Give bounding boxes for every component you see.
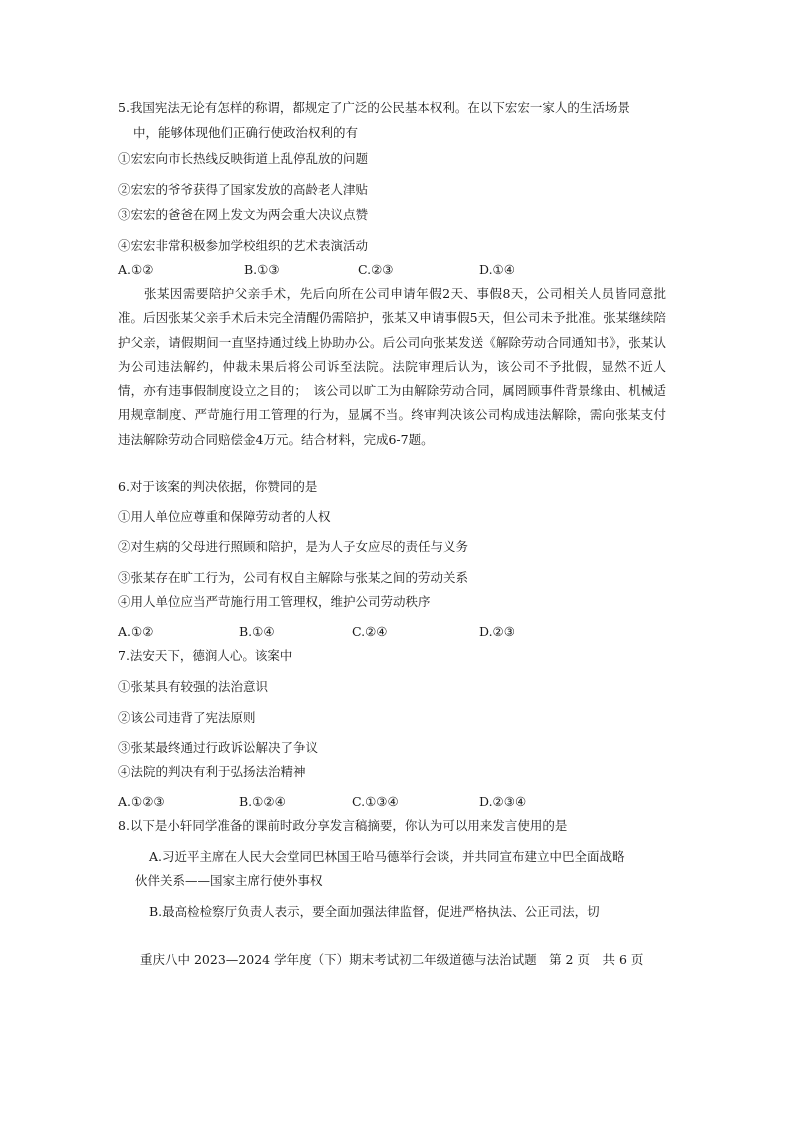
- material-paragraph: 张某因需要陪护父亲手术，先后向所在公司申请年假2天、事假8天，公司相关人员皆同意批准。后因张某父亲手术后未完全清醒仍需陪护，张某又申请事假5天，但公司未予批准。张某继续陪护父亲，请假期间一直坚持通过线上协助办公。后公司向张某发送《解除劳动合同通知书》，张某认为公司违法解约，仲裁未果后将公司诉至法院。法院审理后认为，该公司不予批假，显然不近人情，亦有违事假制度设立之目的； 该公司以旷工为由解除劳动合同，属罔顾事件背景缘由、机械适用规章制度、严苛施行用工管理的行为，显属不当。终审判决该公司构成违法解除，需向张某支付违法解除劳动合同赔偿金4万元。结合材料，完成6-7题。: [118, 286, 666, 447]
- q6-item-3: ③张某存在旷工行为，公司有权自主解除与张某之间的劳动关系: [118, 570, 469, 585]
- q5-stem-line2: 中，能够体现他们正确行使政治权利的有: [133, 125, 359, 140]
- q5-item-2: ②宏宏的爷爷获得了国家发放的高龄老人津贴: [118, 182, 369, 197]
- q5-item-3: ③宏宏的爸爸在网上发文为两会重大决议点赞: [118, 207, 369, 222]
- q7-item-3: ③张某最终通过行政诉讼解决了争议: [118, 740, 319, 755]
- q8-option-b-line1: B.最高检检察厅负责人表示，要全面加强法律监督，促进严格执法、公正司法，切: [149, 904, 600, 919]
- q5-item-4: ④宏宏非常积极参加学校组织的艺术表演活动: [118, 238, 369, 253]
- q7-item-2: ②该公司违背了宪法原则: [118, 710, 256, 725]
- q6-item-4: ④用人单位应当严苛施行用工管理权，维护公司劳动秩序: [118, 594, 431, 609]
- q6-item-2: ②对生病的父母进行照顾和陪护，是为人子女应尽的责任与义务: [118, 539, 469, 554]
- q7-option-b: B.①②④: [239, 794, 286, 809]
- q6-option-b: B.①④: [239, 624, 275, 639]
- q5-option-b: B.①③: [244, 262, 280, 277]
- q7-item-4: ④法院的判决有利于弘扬法治精神: [118, 764, 306, 779]
- q6-option-c: C.②④: [352, 624, 388, 639]
- q6-option-a: A.①②: [118, 624, 154, 639]
- q7-item-1: ①张某具有较强的法治意识: [118, 679, 269, 694]
- q5-option-d: D.①④: [479, 262, 515, 277]
- q5-stem-line1: 5.我国宪法无论有怎样的称谓，都规定了广泛的公民基本权利。在以下宏宏一家人的生活场景: [118, 100, 630, 115]
- q8-option-a-line2: 伙伴关系——国家主席行使外事权: [135, 873, 323, 888]
- page-footer: 重庆八中 2023—2024 学年度（下）期末考试初二年级道德与法治试题 第 2 页 共 6 页: [140, 952, 644, 967]
- q7-option-c: C.①③④: [352, 794, 399, 809]
- q6-option-d: D.②③: [479, 624, 515, 639]
- q6-stem: 6.对于该案的判决依据，你赞同的是: [118, 479, 318, 494]
- q5-item-1: ①宏宏向市长热线反映街道上乱停乱放的问题: [118, 151, 369, 166]
- q7-option-d: D.②③④: [479, 794, 527, 809]
- q5-option-c: C.②③: [358, 262, 394, 277]
- q7-option-a: A.①②③: [118, 794, 165, 809]
- q5-option-a: A.①②: [118, 262, 154, 277]
- q6-item-1: ①用人单位应尊重和保障劳动者的人权: [118, 509, 331, 524]
- q7-stem: 7.法安天下，德润人心。该案中: [118, 648, 293, 663]
- q8-stem: 8.以下是小轩同学准备的课前时政分享发言稿摘要，你认为可以用来发言使用的是: [118, 818, 568, 833]
- q8-option-a-line1: A.习近平主席在人民大会堂同巴林国王哈马德举行会谈，并共同宣布建立中巴全面战略: [149, 849, 625, 864]
